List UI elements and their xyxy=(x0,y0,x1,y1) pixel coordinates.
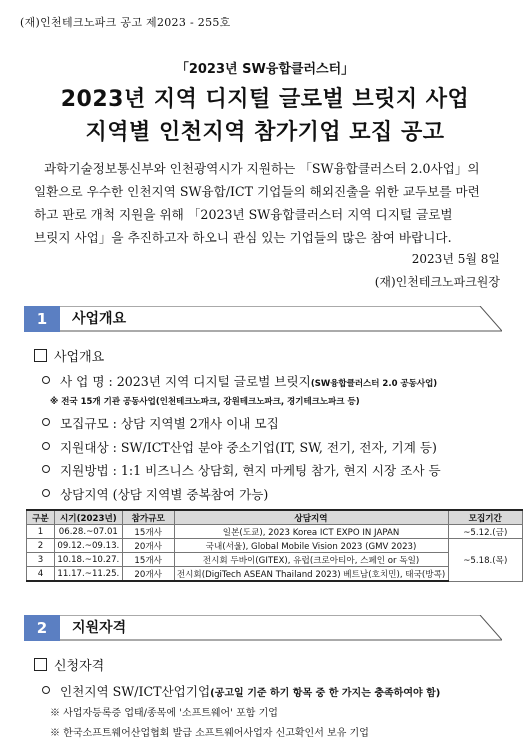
item-text: 모집규모 : 상담 지역별 2개사 이내 모집 xyxy=(60,416,279,431)
item-text: 사 업 명 : 2023년 지역 디지털 글로벌 브릿지 xyxy=(60,374,311,389)
section-number-badge: 1 xyxy=(24,306,60,332)
table-cell-deadline: ~5.12.(금) xyxy=(448,525,522,539)
intro-line: 과학기술정보통신부와 인천광역시가 지원하는 「SW융합클러스터 2.0사업」의 xyxy=(44,161,480,176)
item-target xyxy=(42,437,437,456)
title-line-2: 지역별 인천지역 참가기업 모집 공고 xyxy=(85,120,445,145)
item-scale xyxy=(42,413,279,432)
issuer-name: (재)인천테크노파크원장 xyxy=(374,275,500,289)
title-line-1: 2023년 지역 디지털 글로벌 브릿지 사업 xyxy=(60,87,470,112)
circle-bullet-icon xyxy=(42,489,50,497)
table-cell-period: 11.17.~11.25. xyxy=(54,567,122,582)
item-suffix: (SW융합클러스터 2.0 공동사업) xyxy=(310,379,438,389)
table-cell-scale: 15개사 xyxy=(122,525,174,539)
table-header-cell: 모집기간 xyxy=(448,510,522,525)
section-title: 사업개요 xyxy=(72,311,127,327)
table-header-cell: 참가규모 xyxy=(122,510,174,525)
note-software-certificate: ※ 한국소프트웨어산업협회 발급 소프트웨어사업자 신고확인서 보유 기업 xyxy=(50,728,369,739)
note-business-registration: ※ 사업자등록증 업태/종목에 '소프트웨어' 포함 기업 xyxy=(50,708,278,719)
item-business-name xyxy=(42,371,437,390)
item-eligibility xyxy=(42,681,440,700)
circle-bullet-icon xyxy=(42,442,50,450)
table-cell-period: 09.12.~09.13. xyxy=(54,539,122,553)
item-region xyxy=(42,484,268,503)
table-cell-region: 일본(도쿄), 2023 Korea ICT EXPO IN JAPAN xyxy=(174,525,448,539)
table-header-cell: 구분 xyxy=(27,510,55,525)
table-header-row xyxy=(27,510,523,525)
note-joint-project: ※ 전국 15개 기관 공동사업(인천테크노파크, 강원테크노파크, 경기테크노파크 등) xyxy=(50,397,360,407)
table-cell-region: 국내(서울), Global Mobile Vision 2023 (GMV 2023) xyxy=(174,539,448,553)
subheading-text: 신청자격 xyxy=(54,659,105,674)
item-text: 지원대상 : SW/ICT산업 분야 중소기업(IT, SW, 전기, 전자, 기계 등) xyxy=(60,440,437,455)
item-method xyxy=(42,460,441,479)
program-subtitle: 「2023년 SW융합클러스터」 xyxy=(175,62,355,77)
table-cell-region: 전시회(DigiTech ASEAN Thailand 2023) 베트남(호치민), 태국(방콕) xyxy=(174,567,448,582)
section-number-badge: 2 xyxy=(24,615,60,641)
item-text: 상담지역 (상담 지역별 중복참여 가능) xyxy=(60,487,269,502)
section-title: 지원자격 xyxy=(72,620,127,636)
square-bullet-icon xyxy=(34,349,47,362)
table-cell-no: 1 xyxy=(27,525,55,539)
announcement-date: 2023년 5월 8일 xyxy=(411,252,500,266)
table-cell-no: 4 xyxy=(27,567,55,582)
announcement-number: (재)인천테크노파크 공고 제2023 - 255호 xyxy=(20,16,231,29)
section-header-line xyxy=(60,306,502,332)
table-cell-scale: 20개사 xyxy=(122,567,174,582)
section-1-header xyxy=(24,306,502,332)
intro-paragraph xyxy=(34,157,504,249)
subheading-business-overview xyxy=(34,346,104,365)
table-header-cell: 시기(2023년) xyxy=(54,510,122,525)
table-cell-no: 2 xyxy=(27,539,55,553)
table-row xyxy=(27,539,523,553)
circle-bullet-icon xyxy=(42,686,50,694)
table-header-cell: 상담지역 xyxy=(174,510,448,525)
table-cell-no: 3 xyxy=(27,553,55,567)
item-text: 지원방법 : 1:1 비즈니스 상담회, 현지 마케팅 참가, 현지 시장 조사 등 xyxy=(60,463,441,478)
section-header-line xyxy=(60,615,502,641)
table-row xyxy=(27,525,523,539)
intro-line: 하고 판로 개척 지원을 위해 「2023년 SW융합클러스터 지역 디지털 글로벌 xyxy=(34,207,453,222)
table-cell-deadline: ~5.18.(목) xyxy=(448,539,522,582)
square-bullet-icon xyxy=(34,658,47,671)
circle-bullet-icon xyxy=(42,418,50,426)
subheading-text: 사업개요 xyxy=(54,350,105,365)
table-cell-period: 06.28.~07.01 xyxy=(54,525,122,539)
circle-bullet-icon xyxy=(42,465,50,473)
table-cell-scale: 15개사 xyxy=(122,553,174,567)
schedule-table xyxy=(26,509,523,582)
section-2-header xyxy=(24,615,502,641)
intro-line: 일환으로 우수한 인천지역 SW융합/ICT 기업들의 해외진출을 위한 교두보를 마련 xyxy=(34,184,480,199)
item-condition: (공고일 기준 하기 항목 중 한 가지는 충족하여야 함) xyxy=(210,688,441,699)
subheading-eligibility xyxy=(34,655,104,674)
table-cell-region: 전시회 두바이(GITEX), 유럽(크로아티아, 스페인 or 독일) xyxy=(174,553,448,567)
table-cell-scale: 20개사 xyxy=(122,539,174,553)
intro-line: 브릿지 사업」을 추진하고자 하오니 관심 있는 기업들의 많은 참여 바랍니다. xyxy=(34,230,452,245)
table-cell-period: 10.18.~10.27. xyxy=(54,553,122,567)
circle-bullet-icon xyxy=(42,376,50,384)
item-text: 인천지역 SW/ICT산업기업 xyxy=(60,684,211,699)
